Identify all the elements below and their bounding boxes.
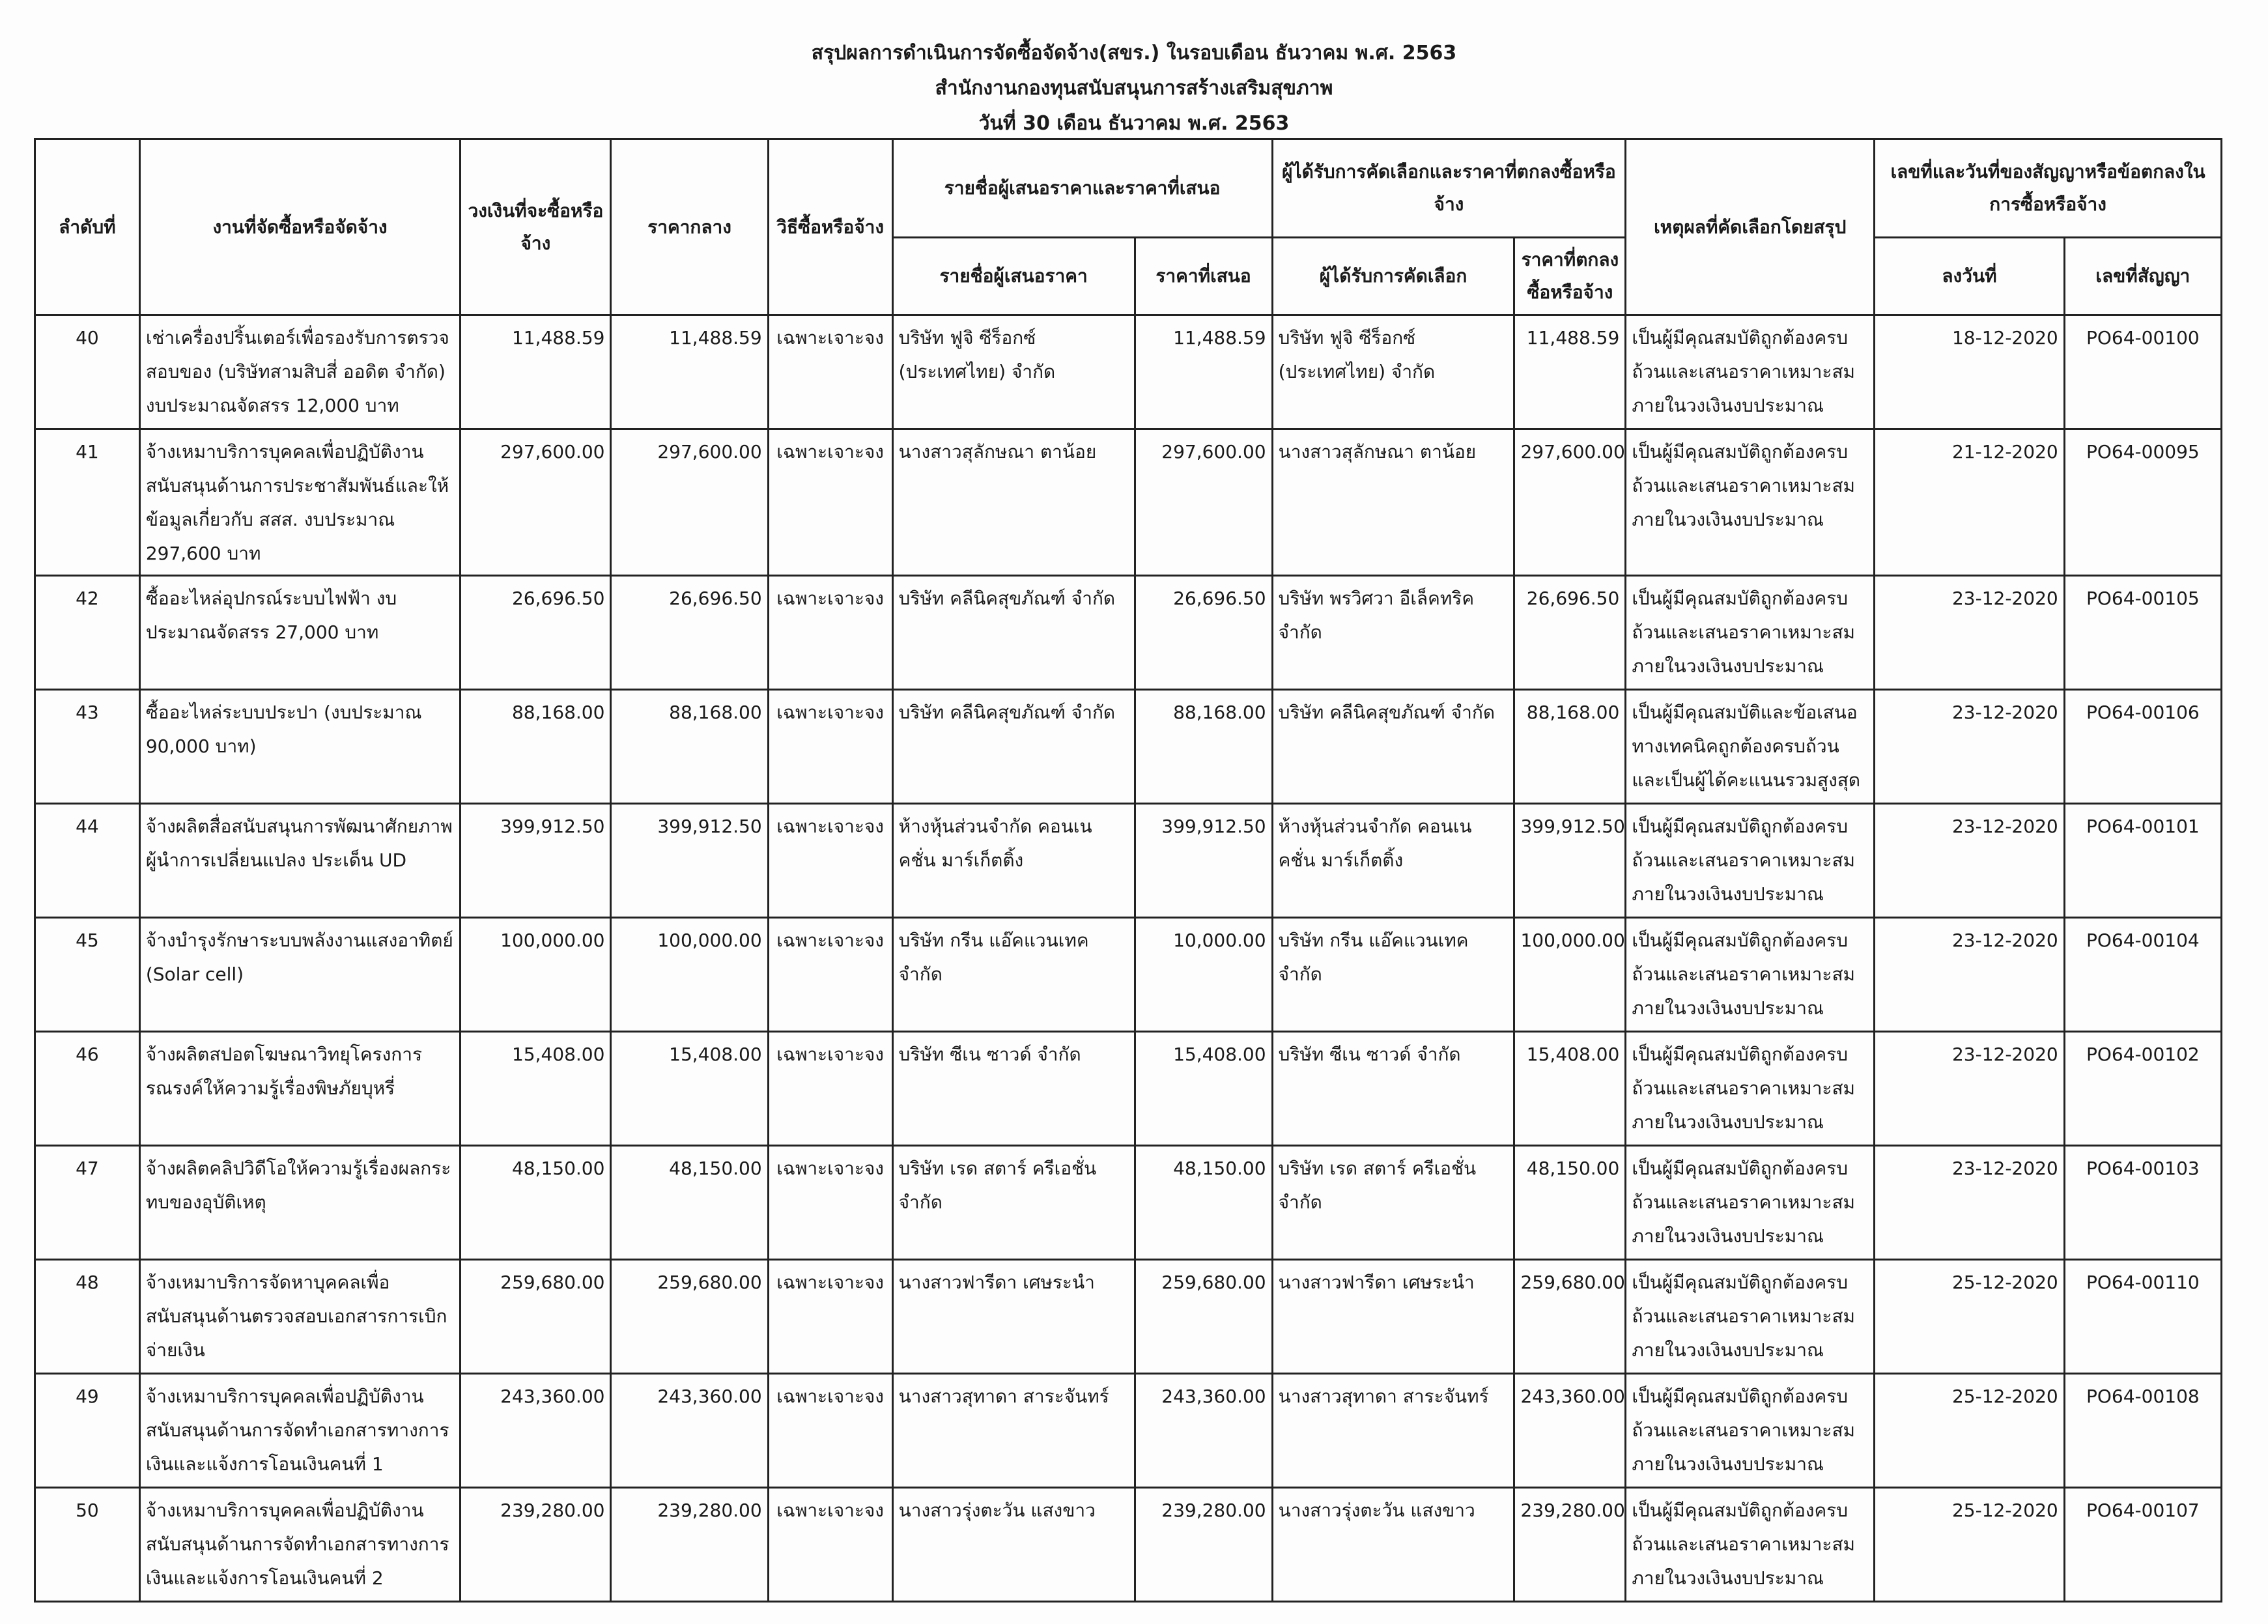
cell-selected: นางสาวสุทาดา สาระจันทร์ <box>1272 1374 1514 1488</box>
cell-no: 50 <box>35 1488 140 1602</box>
cell-contract: PO64-00102 <box>2064 1032 2221 1146</box>
cell-bidder: ห้างหุ้นส่วนจำกัด คอนเนคชั่น มาร์เก็ตติ้ง <box>892 804 1135 918</box>
table-row <box>35 1146 2222 1260</box>
cell-bidder: บริษัท คลีนิคสุขภัณฑ์ จำกัด <box>892 690 1135 804</box>
header-contract-group: เลขที่และวันที่ของสัญญาหรือข้อตกลงในการซื้อหรือจ้าง <box>1875 139 2222 238</box>
cell-bid: 26,696.50 <box>1135 576 1272 690</box>
cell-task: จ้างเหมาบริการบุคคลเพื่อปฏิบัติงานสนับสนุนด้านการประชาสัมพันธ์และให้ข้อมูลเกี่ยวกับ สสส. งบประมาณ 297,600 บาท <box>139 429 460 576</box>
cell-agreed: 48,150.00 <box>1514 1146 1626 1260</box>
cell-bid: 15,408.00 <box>1135 1032 1272 1146</box>
cell-median: 259,680.00 <box>611 1260 768 1374</box>
cell-date: 23-12-2020 <box>1875 918 2064 1032</box>
cell-no: 48 <box>35 1260 140 1374</box>
cell-bid: 88,168.00 <box>1135 690 1272 804</box>
cell-budget: 48,150.00 <box>461 1146 611 1260</box>
cell-contract: PO64-00105 <box>2064 576 2221 690</box>
cell-date: 18-12-2020 <box>1875 315 2064 429</box>
cell-task: จ้างผลิตสื่อสนับสนุนการพัฒนาศักยภาพผู้นำการเปลี่ยนแปลง ประเด็น UD <box>139 804 460 918</box>
table-row <box>35 690 2222 804</box>
table-row <box>35 429 2222 576</box>
cell-method: เฉพาะเจาะจง <box>768 918 892 1032</box>
cell-method: เฉพาะเจาะจง <box>768 1488 892 1602</box>
cell-agreed: 259,680.00 <box>1514 1260 1626 1374</box>
cell-task: จ้างเหมาบริการบุคคลเพื่อปฏิบัติงานสนับสนุนด้านการจัดทำเอกสารทางการเงินและแจ้งการโอนเงินคนที่ 1 <box>139 1374 460 1488</box>
cell-selected: นางสาวสุลักษณา ตาน้อย <box>1272 429 1514 576</box>
cell-task: จ้างบำรุงรักษาระบบพลังงานแสงอาทิตย์ (Solar cell) <box>139 918 460 1032</box>
cell-selected: นางสาวรุ่งตะวัน แสงขาว <box>1272 1488 1514 1602</box>
cell-contract: PO64-00100 <box>2064 315 2221 429</box>
title-line-3: วันที่ 30 เดือน ธันวาคม พ.ศ. 2563 <box>978 112 1290 135</box>
cell-bid: 48,150.00 <box>1135 1146 1272 1260</box>
cell-selected: บริษัท คลีนิคสุขภัณฑ์ จำกัด <box>1272 690 1514 804</box>
cell-bidder: นางสาวรุ่งตะวัน แสงขาว <box>892 1488 1135 1602</box>
cell-bidder: นางสาวฟารีดา เศษระนำ <box>892 1260 1135 1374</box>
cell-reason: เป็นผู้มีคุณสมบัติถูกต้องครบถ้วนและเสนอราคาเหมาะสมภายในวงเงินงบประมาณ <box>1626 315 1875 429</box>
header-method: วิธีซื้อหรือจ้าง <box>768 139 892 315</box>
cell-no: 44 <box>35 804 140 918</box>
cell-contract: PO64-00095 <box>2064 429 2221 576</box>
cell-reason: เป็นผู้มีคุณสมบัติถูกต้องครบถ้วนและเสนอราคาเหมาะสมภายในวงเงินงบประมาณ <box>1626 429 1875 576</box>
cell-median: 11,488.59 <box>611 315 768 429</box>
header-task: งานที่จัดซื้อหรือจัดจ้าง <box>139 139 460 315</box>
header-date: ลงวันที่ <box>1875 238 2064 315</box>
cell-agreed: 297,600.00 <box>1514 429 1626 576</box>
cell-median: 239,280.00 <box>611 1488 768 1602</box>
cell-budget: 88,168.00 <box>461 690 611 804</box>
cell-date: 25-12-2020 <box>1875 1260 2064 1374</box>
header-bidders-group: รายชื่อผู้เสนอราคาและราคาที่เสนอ <box>892 139 1272 238</box>
cell-median: 243,360.00 <box>611 1374 768 1488</box>
cell-method: เฉพาะเจาะจง <box>768 690 892 804</box>
cell-median: 15,408.00 <box>611 1032 768 1146</box>
cell-median: 26,696.50 <box>611 576 768 690</box>
cell-agreed: 11,488.59 <box>1514 315 1626 429</box>
cell-bidder: บริษัท เรด สตาร์ ครีเอชั่น จำกัด <box>892 1146 1135 1260</box>
table-row <box>35 1488 2222 1602</box>
cell-budget: 297,600.00 <box>461 429 611 576</box>
cell-no: 46 <box>35 1032 140 1146</box>
cell-selected: นางสาวฟารีดา เศษระนำ <box>1272 1260 1514 1374</box>
cell-method: เฉพาะเจาะจง <box>768 1146 892 1260</box>
cell-contract: PO64-00103 <box>2064 1146 2221 1260</box>
cell-date: 23-12-2020 <box>1875 576 2064 690</box>
cell-selected: ห้างหุ้นส่วนจำกัด คอนเนคชั่น มาร์เก็ตติ้ง <box>1272 804 1514 918</box>
cell-median: 297,600.00 <box>611 429 768 576</box>
cell-bid: 243,360.00 <box>1135 1374 1272 1488</box>
cell-no: 41 <box>35 429 140 576</box>
cell-contract: PO64-00107 <box>2064 1488 2221 1602</box>
cell-reason: เป็นผู้มีคุณสมบัติถูกต้องครบถ้วนและเสนอราคาเหมาะสมภายในวงเงินงบประมาณ <box>1626 918 1875 1032</box>
header-agreed-price: ราคาที่ตกลงซื้อหรือจ้าง <box>1514 238 1626 315</box>
cell-reason: เป็นผู้มีคุณสมบัติถูกต้องครบถ้วนและเสนอราคาเหมาะสมภายในวงเงินงบประมาณ <box>1626 804 1875 918</box>
cell-date: 23-12-2020 <box>1875 1032 2064 1146</box>
table-row <box>35 1260 2222 1374</box>
cell-bid: 399,912.50 <box>1135 804 1272 918</box>
cell-selected: บริษัท พรวิศวา อีเล็คทริค จำกัด <box>1272 576 1514 690</box>
cell-bidder: นางสาวสุลักษณา ตาน้อย <box>892 429 1135 576</box>
cell-contract: PO64-00106 <box>2064 690 2221 804</box>
cell-date: 21-12-2020 <box>1875 429 2064 576</box>
cell-agreed: 399,912.50 <box>1514 804 1626 918</box>
cell-agreed: 239,280.00 <box>1514 1488 1626 1602</box>
cell-bid: 259,680.00 <box>1135 1260 1272 1374</box>
cell-agreed: 243,360.00 <box>1514 1374 1626 1488</box>
cell-reason: เป็นผู้มีคุณสมบัติถูกต้องครบถ้วนและเสนอราคาเหมาะสมภายในวงเงินงบประมาณ <box>1626 1146 1875 1260</box>
table-row <box>35 315 2222 429</box>
cell-no: 43 <box>35 690 140 804</box>
header-no: ลำดับที่ <box>35 139 140 315</box>
cell-task: จ้างเหมาบริการจัดหาบุคคลเพื่อสนับสนุนด้านตรวจสอบเอกสารการเบิกจ่ายเงิน <box>139 1260 460 1374</box>
cell-method: เฉพาะเจาะจง <box>768 1260 892 1374</box>
cell-agreed: 100,000.00 <box>1514 918 1626 1032</box>
title-line-1: สรุปผลการดำเนินการจัดซื้อจัดจ้าง(สขร.) ในรอบเดือน ธันวาคม พ.ศ. 2563 <box>811 42 1457 64</box>
cell-agreed: 15,408.00 <box>1514 1032 1626 1146</box>
header-bidder-name: รายชื่อผู้เสนอราคา <box>892 238 1135 315</box>
header-contract-no: เลขที่สัญญา <box>2064 238 2221 315</box>
cell-task: ซื้ออะไหล่อุปกรณ์ระบบไฟฟ้า งบประมาณจัดสรร 27,000 บาท <box>139 576 460 690</box>
cell-median: 88,168.00 <box>611 690 768 804</box>
cell-date: 25-12-2020 <box>1875 1488 2064 1602</box>
cell-contract: PO64-00101 <box>2064 804 2221 918</box>
cell-no: 49 <box>35 1374 140 1488</box>
cell-contract: PO64-00108 <box>2064 1374 2221 1488</box>
cell-selected: บริษัท ฟูจิ ซีร็อกซ์ (ประเทศไทย) จำกัด <box>1272 315 1514 429</box>
cell-reason: เป็นผู้มีคุณสมบัติถูกต้องครบถ้วนและเสนอราคาเหมาะสมภายในวงเงินงบประมาณ <box>1626 1032 1875 1146</box>
cell-selected: บริษัท กรีน แอ๊คแวนเทค จำกัด <box>1272 918 1514 1032</box>
cell-bidder: บริษัท ซีเน ซาวด์ จำกัด <box>892 1032 1135 1146</box>
cell-median: 48,150.00 <box>611 1146 768 1260</box>
cell-no: 40 <box>35 315 140 429</box>
table-row <box>35 576 2222 690</box>
cell-task: เช่าเครื่องปริ้นเตอร์เพื่อรองรับการตรวจสอบของ (บริษัทสามสิบสี่ ออดิต จำกัด) งบประมาณจัดสรร 12,000 บาท <box>139 315 460 429</box>
header-bid-price: ราคาที่เสนอ <box>1135 238 1272 315</box>
cell-budget: 100,000.00 <box>461 918 611 1032</box>
cell-reason: เป็นผู้มีคุณสมบัติถูกต้องครบถ้วนและเสนอราคาเหมาะสมภายในวงเงินงบประมาณ <box>1626 576 1875 690</box>
cell-date: 23-12-2020 <box>1875 690 2064 804</box>
cell-method: เฉพาะเจาะจง <box>768 804 892 918</box>
cell-median: 100,000.00 <box>611 918 768 1032</box>
cell-no: 47 <box>35 1146 140 1260</box>
cell-method: เฉพาะเจาะจง <box>768 1374 892 1488</box>
header-selected-group: ผู้ได้รับการคัดเลือกและราคาที่ตกลงซื้อหรือจ้าง <box>1272 139 1626 238</box>
table-row <box>35 1374 2222 1488</box>
cell-no: 42 <box>35 576 140 690</box>
cell-contract: PO64-00104 <box>2064 918 2221 1032</box>
cell-budget: 399,912.50 <box>461 804 611 918</box>
cell-no: 45 <box>35 918 140 1032</box>
cell-bidder: นางสาวสุทาดา สาระจันทร์ <box>892 1374 1135 1488</box>
table-row <box>35 1032 2222 1146</box>
header-selected-name: ผู้ได้รับการคัดเลือก <box>1272 238 1514 315</box>
cell-bid: 11,488.59 <box>1135 315 1272 429</box>
cell-selected: บริษัท เรด สตาร์ ครีเอชั่น จำกัด <box>1272 1146 1514 1260</box>
cell-date: 23-12-2020 <box>1875 804 2064 918</box>
table-row <box>35 804 2222 918</box>
cell-bid: 239,280.00 <box>1135 1488 1272 1602</box>
report-title <box>0 36 2268 141</box>
cell-method: เฉพาะเจาะจง <box>768 315 892 429</box>
cell-bid: 297,600.00 <box>1135 429 1272 576</box>
cell-median: 399,912.50 <box>611 804 768 918</box>
cell-reason: เป็นผู้มีคุณสมบัติถูกต้องครบถ้วนและเสนอราคาเหมาะสมภายในวงเงินงบประมาณ <box>1626 1488 1875 1602</box>
cell-date: 23-12-2020 <box>1875 1146 2064 1260</box>
cell-bid: 10,000.00 <box>1135 918 1272 1032</box>
cell-method: เฉพาะเจาะจง <box>768 429 892 576</box>
table-row <box>35 918 2222 1032</box>
cell-contract: PO64-00110 <box>2064 1260 2221 1374</box>
cell-task: ซื้ออะไหล่ระบบประปา (งบประมาณ 90,000 บาท) <box>139 690 460 804</box>
cell-reason: เป็นผู้มีคุณสมบัติถูกต้องครบถ้วนและเสนอราคาเหมาะสมภายในวงเงินงบประมาณ <box>1626 1374 1875 1488</box>
cell-budget: 239,280.00 <box>461 1488 611 1602</box>
cell-bidder: บริษัท คลีนิคสุขภัณฑ์ จำกัด <box>892 576 1135 690</box>
cell-agreed: 88,168.00 <box>1514 690 1626 804</box>
cell-task: จ้างผลิตสปอตโฆษณาวิทยุโครงการรณรงค์ให้ความรู้เรื่องพิษภัยบุหรี่ <box>139 1032 460 1146</box>
cell-budget: 243,360.00 <box>461 1374 611 1488</box>
procurement-table <box>34 138 2222 1603</box>
cell-budget: 11,488.59 <box>461 315 611 429</box>
cell-bidder: บริษัท กรีน แอ๊คแวนเทค จำกัด <box>892 918 1135 1032</box>
header-median: ราคากลาง <box>611 139 768 315</box>
cell-agreed: 26,696.50 <box>1514 576 1626 690</box>
cell-reason: เป็นผู้มีคุณสมบัติและข้อเสนอทางเทคนิคถูกต้องครบถ้วนและเป็นผู้ได้คะแนนรวมสูงสุด <box>1626 690 1875 804</box>
title-line-2: สำนักงานกองทุนสนับสนุนการสร้างเสริมสุขภาพ <box>935 77 1333 100</box>
header-budget: วงเงินที่จะซื้อหรือจ้าง <box>461 139 611 315</box>
cell-method: เฉพาะเจาะจง <box>768 1032 892 1146</box>
cell-budget: 26,696.50 <box>461 576 611 690</box>
header-reason: เหตุผลที่คัดเลือกโดยสรุป <box>1626 139 1875 315</box>
cell-method: เฉพาะเจาะจง <box>768 576 892 690</box>
cell-reason: เป็นผู้มีคุณสมบัติถูกต้องครบถ้วนและเสนอราคาเหมาะสมภายในวงเงินงบประมาณ <box>1626 1260 1875 1374</box>
cell-task: จ้างผลิตคลิปวิดีโอให้ความรู้เรื่องผลกระทบของอุบัติเหตุ <box>139 1146 460 1260</box>
cell-task: จ้างเหมาบริการบุคคลเพื่อปฏิบัติงานสนับสนุนด้านการจัดทำเอกสารทางการเงินและแจ้งการโอนเงินคนที่ 2 <box>139 1488 460 1602</box>
cell-budget: 15,408.00 <box>461 1032 611 1146</box>
cell-bidder: บริษัท ฟูจิ ซีร็อกซ์ (ประเทศไทย) จำกัด <box>892 315 1135 429</box>
cell-date: 25-12-2020 <box>1875 1374 2064 1488</box>
cell-selected: บริษัท ซีเน ซาวด์ จำกัด <box>1272 1032 1514 1146</box>
cell-budget: 259,680.00 <box>461 1260 611 1374</box>
